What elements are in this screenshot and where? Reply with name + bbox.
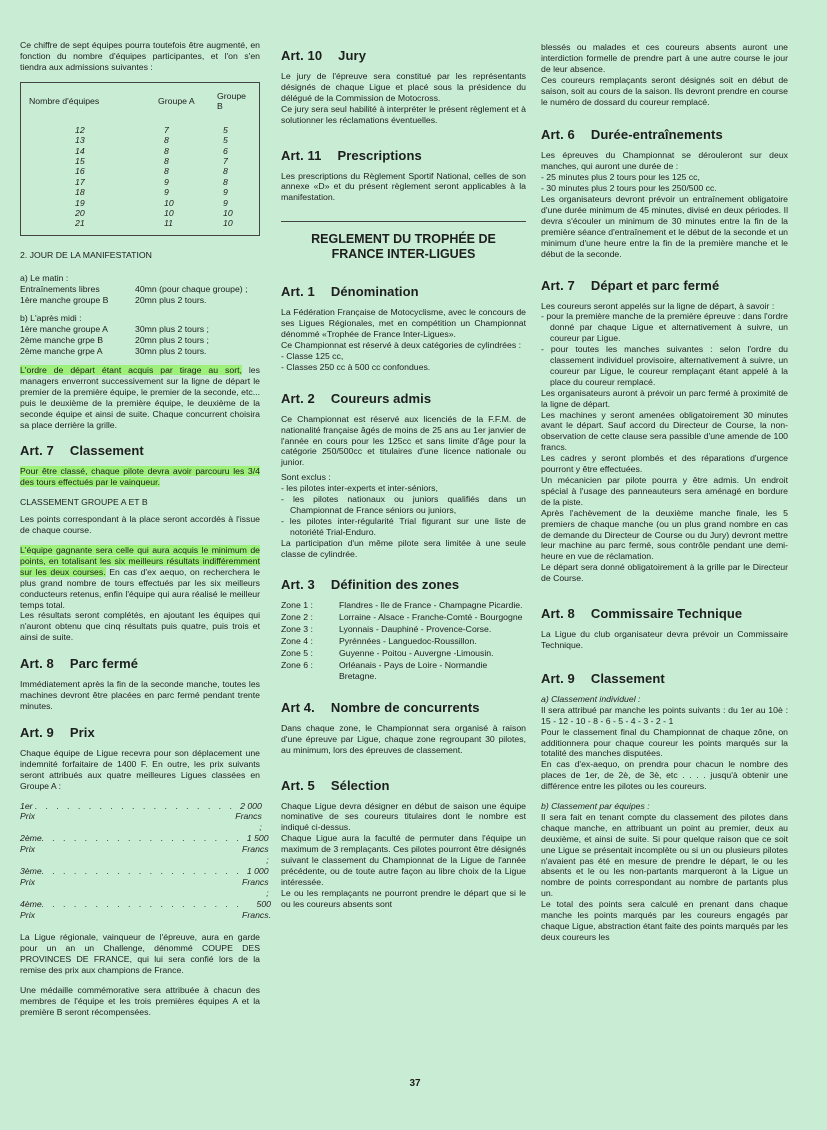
article-number: Art. 7 bbox=[541, 277, 575, 293]
article-title: Durée-entraînements bbox=[590, 127, 723, 143]
art5-p2: Chaque Ligue aura la faculté de permuter dans l'équipe un maximum de 3 remplaçants. Ces pilotes pourront être désignés suivant le classement du Championnat de la Ligue de l'année précédente, ou de toute autre façon au libre choix de la Ligue intéressée. bbox=[281, 833, 526, 887]
art9-b-p2: Le total des points sera calculé en prenant dans chaque manche les points marqués par les coureurs engagés par chaque Ligue, abstraction étant faite des points marqués par les deux coureurs les bbox=[541, 899, 788, 942]
prize-amount: 1 000 Francs ; bbox=[242, 865, 269, 898]
art7-c3-p4: Les cadres y seront plombés et des réparations d'urgence pourront y être effectuées. bbox=[541, 453, 788, 475]
article-title: Départ et parc fermé bbox=[590, 277, 720, 293]
art6-list bbox=[541, 172, 788, 194]
table-cell: 8 bbox=[164, 135, 169, 146]
art5-heading bbox=[281, 778, 526, 793]
article-number: Art. 10 bbox=[281, 48, 323, 63]
prize-list bbox=[20, 800, 272, 921]
zone-regions: Orléanais - Pays de Loire - Normandie Bretagne. bbox=[339, 660, 488, 681]
admissions-table-box bbox=[20, 82, 260, 236]
table-cell: 9 bbox=[223, 187, 228, 198]
art10-p1: Le jury de l'épreuve sera constitué par les représentants désignés de chaque Ligue et placé sous la présidence du délégué de la Commission de Motocross. bbox=[281, 71, 526, 103]
leader-dots: . . . . . . . . . . . . . . . . . . . bbox=[34, 800, 236, 811]
list-item: - les pilotes inter-experts et inter-séniors, bbox=[281, 483, 438, 494]
schedule-key: Entraînements libres bbox=[20, 283, 100, 294]
table-cell: 15 bbox=[75, 155, 85, 166]
art2-p1: Ce Championnat est réservé aux licenciés de la F.F.M. de nationalité française âgés de moins de 25 ans au 1er janvier de l'année en cours pour les 125cc et sans limite d'âge pour la catégorie 250/500cc et titulaires d'une licence nationale ou junior. bbox=[281, 413, 526, 468]
page-number: 37 bbox=[409, 1078, 421, 1089]
article-number: Art. 2 bbox=[281, 390, 315, 406]
list-item: - Classes 250 cc à 500 cc confondues. bbox=[281, 361, 431, 372]
art8-heading bbox=[20, 656, 260, 671]
intro-paragraph: Ce chiffre de sept équipes pourra toutefois être augmenté, en fonction du nombre d'équipes participantes, et l'on s'en tiendra aux admissions suivantes : bbox=[20, 40, 260, 72]
admissions-table bbox=[29, 91, 253, 229]
art9-b-p1: Il sera fait en tenant compte du classement des pilotes dans chaque manche, en attribuant un point au premier, deux au deuxième, et ainsi de suite. Si pour quelque raison que ce soit une Ligue se présentait incomplète ou si un ou plusieurs pilotes n'avaient pas été en mesure de prendre le départ, le ou les absents et le ou les non-partants marqueront à la Ligue un nombre de points correspondant au nombre de partants plus un. bbox=[541, 811, 788, 899]
table-cell: 16 bbox=[75, 166, 85, 177]
art9-b-label: b) Classement par équipes : bbox=[541, 801, 650, 812]
art9-heading-c3 bbox=[541, 671, 788, 686]
zone-row bbox=[281, 600, 526, 611]
table-cell: 20 bbox=[75, 207, 85, 218]
list-item: - les pilotes nationaux ou juniors qualifiés dans un Championnat de France séniors ou juniors, bbox=[281, 494, 526, 515]
table-row bbox=[29, 218, 253, 228]
table-cell: 5 bbox=[223, 124, 228, 135]
art9-p3: Une médaille commémorative sera attribuée à chacun des membres de l'équipe et les trois premières équipes A et la première B seront récompensées. bbox=[20, 985, 260, 1017]
table-header: Groupe A bbox=[158, 95, 195, 106]
prize-label: 3ème Prix bbox=[20, 865, 42, 887]
table-cell: 10 bbox=[164, 197, 174, 208]
apres-label: b) L'après midi : bbox=[20, 313, 82, 324]
zone-row bbox=[281, 648, 526, 659]
art8-heading-c3 bbox=[541, 606, 788, 621]
schedule-value: 30mn plus 2 tours. bbox=[135, 346, 207, 357]
article-number: Art. 8 bbox=[20, 656, 54, 672]
zones-list bbox=[281, 600, 526, 681]
art6-heading bbox=[541, 127, 788, 142]
art9-a-p3: En cas d'ex-aequo, on prendra pour chacun le nombre des places de 1er, de 2è, de 3è, etc . . . . jusqu'à obtenir une différence entre les pilotes ou les coureurs. bbox=[541, 759, 788, 792]
table-row bbox=[29, 208, 253, 218]
art9-a-p1: Il sera attribué par manche les points suivants : du 1er au 10è : 15 - 12 - 10 - 8 - 6 - 5 - 4 - 3 - 2 - 1 bbox=[541, 704, 788, 726]
table-cell: 10 bbox=[223, 218, 233, 229]
article-title: Nombre de concurrents bbox=[330, 699, 480, 715]
table-row bbox=[29, 177, 253, 187]
highlighted-text: L'ordre de départ étant acquis par tirage au sort, bbox=[20, 365, 242, 376]
art7-p4: Les résultats seront complétés, en ajoutant les équipes qui n'auront obtenu que cinq résultats puis quatre, puis trois et ainsi de suite. bbox=[20, 610, 260, 643]
table-cell: 8 bbox=[164, 166, 169, 177]
article-number: Art. 3 bbox=[281, 577, 315, 593]
zone-label: Zone 2 : bbox=[281, 612, 313, 623]
art7-c3-p7: Le départ sera donné obligatoirement à la grille par le Directeur de Course. bbox=[541, 562, 788, 584]
schedule-value: 40mn (pour chaque groupe) ; bbox=[135, 283, 248, 294]
art10-p2: Ce jury sera seul habilité à interpréter le présent règlement et à solutionner les réclamations éventuelles. bbox=[281, 103, 526, 125]
article-title: Classement bbox=[590, 670, 665, 686]
art1-heading bbox=[281, 284, 526, 299]
art1-p2: Ce Championnat est réservé à deux catégories de cylindrées : bbox=[281, 339, 522, 350]
art7-c3-list bbox=[541, 311, 788, 387]
leader-dots: . . . . . . . . . . . . . . . . . . . bbox=[41, 833, 243, 844]
art9-p2: La Ligue régionale, vainqueur de l'épreuve, aura en garde pour un an un Challenge, dénommé COUPE DES PROVINCES DE FRANCE, qui lui sera confié lors de la remise des prix aux champions de France. bbox=[20, 932, 260, 976]
art4-heading bbox=[281, 700, 526, 715]
table-cell: 8 bbox=[223, 166, 228, 177]
table-cell: 18 bbox=[75, 187, 85, 198]
zone-row bbox=[281, 624, 526, 635]
zone-regions: Guyenne - Poitou - Auvergne -Limousin. bbox=[339, 648, 494, 659]
column-1 bbox=[20, 40, 272, 1027]
matin-label: a) Le matin : bbox=[20, 272, 69, 283]
art6-p2: Les organisateurs devront prévoir un entraînement obligatoire d'une durée minimum de 45 minutes, divisé en deux périodes. Il devra s'écouler un minimum de 30 minutes entre la fin de la première séance d'entraînement et le début de la seconde et un minimum d'une heure entre la fin de la première manche et le début de la seconde. bbox=[541, 194, 788, 259]
prize-row bbox=[20, 833, 269, 866]
art7-p3 bbox=[20, 545, 260, 610]
zone-label: Zone 1 : bbox=[281, 600, 313, 611]
zone-row bbox=[281, 660, 526, 682]
art7-heading bbox=[20, 443, 260, 458]
art9-a-label: a) Classement individuel : bbox=[541, 693, 641, 704]
schedule-key: 2ème manche grpe A bbox=[20, 346, 103, 357]
article-number: Art. 9 bbox=[541, 670, 575, 686]
table-cell: 9 bbox=[164, 176, 169, 187]
art7-subtitle: CLASSEMENT GROUPE A ET B bbox=[20, 497, 148, 508]
article-title: Sélection bbox=[330, 777, 390, 793]
column-2 bbox=[281, 40, 526, 919]
schedule-key: 1ère manche groupe A bbox=[20, 324, 108, 335]
art5-p3: Le ou les remplaçants ne pourront prendre le départ que si le ou les coureurs absents sont bbox=[281, 887, 526, 909]
art7-heading-c3 bbox=[541, 278, 788, 293]
article-title: Jury bbox=[338, 48, 367, 63]
table-cell: 7 bbox=[164, 124, 169, 135]
art6-p1: Les épreuves du Championnat se dérouleront sur deux manches, qui auront une durée de : bbox=[541, 150, 788, 172]
list-item: - pour toutes les manches suivantes : selon l'ordre du classement individuel provisoire, alternativement à suivre, un coureur par Ligue, le coureur remplaçant étant appelé à la place du coureur remplacé. bbox=[541, 344, 788, 387]
schedule-key: 2ème manche grpe B bbox=[20, 335, 104, 346]
table-cell: 19 bbox=[75, 197, 85, 208]
table-cell: 8 bbox=[164, 155, 169, 166]
article-title: Prix bbox=[69, 724, 95, 740]
column-3 bbox=[541, 42, 788, 952]
table-cell: 14 bbox=[75, 145, 85, 156]
article-number: Art. 7 bbox=[20, 443, 54, 459]
art7-c3-p6: Après l'achèvement de la deuxième manche finale, les 5 premiers de chaque manche (ou un plus grand nombre en cas de demande du Directeur de Course ou du Jury) devront mettre leur machine au parc fermé, sous contrôle pendant une demi-heure en vue de réclamation. bbox=[541, 507, 788, 562]
trophy-banner bbox=[281, 221, 526, 262]
table-row bbox=[29, 156, 253, 166]
table-cell: 8 bbox=[164, 145, 169, 156]
art7-p1 bbox=[20, 466, 260, 488]
table-cell: 9 bbox=[223, 197, 228, 208]
art11-heading bbox=[281, 148, 526, 163]
schedule-value: 20mn plus 2 tours. bbox=[135, 294, 207, 305]
table-header: Nombre d'équipes bbox=[29, 95, 100, 106]
art1-list bbox=[281, 351, 526, 373]
schedule-value: 20mn plus 2 tours ; bbox=[135, 335, 209, 346]
table-cell: 7 bbox=[223, 155, 228, 166]
zone-regions: Pyrénnées - Languedoc-Roussillon. bbox=[339, 636, 477, 647]
prize-amount: 2 000 Francs ; bbox=[235, 800, 262, 833]
art8-p1: Immédiatement après la fin de la seconde manche, toutes les machines devront être placées en parc fermé pendant trente minutes. bbox=[20, 679, 260, 711]
zone-label: Zone 3 : bbox=[281, 624, 313, 635]
article-title: Classement bbox=[69, 443, 144, 459]
table-row bbox=[29, 166, 253, 176]
article-title: Coureurs admis bbox=[330, 390, 432, 406]
paragraph-text: les managers enverront successivement sur la ligne de départ le premier de la première équipe, le premier de la seconde, etc... puis le deuxième de la première équipe, le deuxième de la seconde équipe et ainsi de suite. Chaque concurrent choisira sa place derrière la grille. bbox=[20, 365, 260, 430]
art2-p2: La participation d'un même pilote sera limitée à une seule classe de cylindrée. bbox=[281, 537, 526, 559]
art7-c3-p3: Les machines y seront amenées obligatoirement 30 minutes avant le départ. Sauf accord du Directeur de Course, la non-observation de cette clause sera passible d'une amende de 100 francs. bbox=[541, 409, 788, 453]
zone-regions: Lyonnais - Dauphiné - Provence-Corse. bbox=[339, 624, 492, 635]
table-cell: 13 bbox=[75, 135, 85, 146]
art4-p1: Dans chaque zone, le Championnat sera organisé à raison d'une épreuve par Ligue, chaque zone regroupant 30 pilotes, au minimum, lors des épreuves de classement. bbox=[281, 722, 526, 755]
table-cell: 6 bbox=[223, 145, 228, 156]
zone-row bbox=[281, 612, 526, 623]
table-cell: 11 bbox=[164, 218, 174, 229]
table-cell: 10 bbox=[164, 207, 174, 218]
prize-row bbox=[20, 898, 272, 921]
table-cell: 8 bbox=[223, 176, 228, 187]
art7-p2: Les points correspondant à la place seront accordés à l'issue de chaque course. bbox=[20, 514, 260, 536]
banner-line: FRANCE INTER-LIGUES bbox=[331, 247, 476, 262]
art7-c3-p1: Les coureurs seront appelés sur la ligne de départ, à savoir : bbox=[541, 300, 775, 311]
list-item: - pour la première manche de la première épreuve : dans l'ordre donné par chaque Ligue et alternativement à suivre, un coureur par Ligue. bbox=[541, 311, 788, 344]
article-number: Art. 8 bbox=[541, 606, 575, 622]
article-number: Art. 11 bbox=[281, 147, 322, 163]
table-cell: 12 bbox=[75, 124, 85, 135]
apres-schedule bbox=[20, 324, 260, 357]
art3-heading bbox=[281, 577, 526, 592]
art9-p1: Chaque équipe de Ligue recevra pour son déplacement une indemnité forfaitaire de 1400 F. En outre, les prix suivants seront attribués aux quatre meilleures Ligues classées en Groupe A : bbox=[20, 747, 260, 791]
zone-label: Zone 4 : bbox=[281, 636, 313, 647]
zone-label: Zone 6 : bbox=[281, 660, 313, 670]
table-cell: 17 bbox=[75, 176, 85, 187]
table-header: Groupe B bbox=[217, 90, 246, 111]
continued-paragraph-2: Ces coureurs remplaçants seront désignés soit en début de saison, soit au cours de la saison. Ils devront prendre en course le numéro de dossard du coureur remplacé. bbox=[541, 74, 788, 107]
table-cell: 9 bbox=[164, 187, 169, 198]
article-title: Commissaire Technique bbox=[590, 606, 743, 622]
paragraph-text: En cas d'ex aequo, on recherchera le plus grand nombre de tours effectués par les six meilleurs conducteurs retenus, enfin l'équipe qui aura réalisé le meilleur temps total. bbox=[20, 566, 260, 610]
art11-p1: Les prescriptions du Règlement Sportif National, celles de son annexe «D» et du présent règlement seront applicables à la manifestation. bbox=[281, 170, 526, 203]
prize-row bbox=[20, 801, 260, 834]
table-row bbox=[29, 187, 253, 197]
article-title: Prescriptions bbox=[337, 147, 422, 163]
leader-dots: . . . . . . . . . . . . . . . . . . . bbox=[41, 865, 243, 876]
jour-title: 2. JOUR DE LA MANIFESTATION bbox=[20, 249, 152, 260]
art5-p1: Chaque Ligue devra désigner en début de saison une équipe nominative de ses coureurs titulaires dont le nombre est indiqué ci-dessus. bbox=[281, 800, 526, 833]
art7-c3-p5: Un mécanicien par pilote pourra y être admis. Un endroit spécial à l'usage des panneauteurs sera aménagé en bordure de la piste. bbox=[541, 475, 788, 507]
art1-p1: La Fédération Française de Motocyclisme, avec le concours de ses Ligues Régionales, met en compétition un Championnat dénommé «Trophée de France Inter-Ligues». bbox=[281, 307, 526, 340]
table-cell: 10 bbox=[223, 207, 233, 218]
schedule-value: 30mn plus 2 tours ; bbox=[135, 324, 209, 335]
continued-paragraph: blessés ou malades et ces coureurs absents auront une interdiction formelle de prendre part à une autre course le jour de leur absence. bbox=[541, 42, 788, 74]
article-title: Définition des zones bbox=[330, 577, 460, 593]
art2-excl-label: Sont exclus : bbox=[281, 472, 331, 483]
art2-heading bbox=[281, 391, 526, 406]
article-title: Parc fermé bbox=[69, 656, 139, 672]
article-number: Art. 5 bbox=[281, 777, 315, 793]
prize-amount: 500 Francs. bbox=[242, 898, 272, 920]
list-item: - 30 minutes plus 2 tours pour les 250/500 cc. bbox=[541, 183, 717, 194]
art9-heading bbox=[20, 725, 260, 740]
matin-schedule bbox=[20, 284, 260, 306]
art10-heading bbox=[281, 48, 526, 63]
zone-label: Zone 5 : bbox=[281, 648, 313, 659]
art9-a-p2: Pour le classement final du Championnat de chaque zône, on additionnera pour chaque coureur les points marqués sur la totalité des manches disputées. bbox=[541, 726, 788, 759]
schedule-key: 1ère manche groupe B bbox=[20, 294, 109, 305]
highlighted-text: Pour être classé, chaque pilote devra avoir parcouru les 3/4 des tours effectués par le vainqueur. bbox=[20, 466, 260, 488]
zone-regions: Lorraine - Alsace - Franche-Comté - Bourgogne bbox=[339, 612, 523, 623]
art7-c3-p2: Les organisateurs auront à prévoir un parc fermé à proximité de la ligne de départ. bbox=[541, 387, 788, 409]
list-item: - Classe 125 cc, bbox=[281, 350, 344, 361]
article-number: Art. 9 bbox=[20, 724, 54, 740]
prize-amount: 1 500 Francs ; bbox=[242, 833, 269, 866]
table-row bbox=[29, 146, 253, 156]
prize-label: 2ème Prix bbox=[20, 833, 42, 855]
article-number: Art 4. bbox=[281, 699, 315, 715]
art2-list bbox=[281, 483, 526, 538]
leader-dots: . . . . . . . . . . . . . . . . . . . bbox=[41, 898, 243, 909]
zone-row bbox=[281, 636, 526, 647]
banner-line: REGLEMENT DU TROPHÉE DE bbox=[311, 232, 496, 247]
ordre-paragraph bbox=[20, 365, 260, 430]
article-title: Dénomination bbox=[330, 284, 419, 300]
list-item: - 25 minutes plus 2 tours pour les 125 cc, bbox=[541, 172, 700, 183]
table-cell: 5 bbox=[223, 135, 228, 146]
prize-label: 4ème Prix bbox=[20, 898, 42, 920]
table-row bbox=[29, 198, 253, 208]
prize-row bbox=[20, 865, 269, 899]
article-number: Art. 6 bbox=[541, 127, 575, 143]
table-cell: 21 bbox=[75, 218, 85, 229]
list-item: - les pilotes inter-régularité Trial figurant sur une liste de notoriété Trial-Enduro. bbox=[281, 515, 526, 537]
prize-label: 1er Prix bbox=[20, 800, 35, 822]
art8-c3-p1: La Ligue du club organisateur devra prévoir un Commissaire Technique. bbox=[541, 629, 788, 650]
article-number: Art. 1 bbox=[281, 284, 315, 300]
zone-regions: Flandres - Ile de France - Champagne Picardie. bbox=[339, 600, 523, 611]
table-row bbox=[29, 125, 253, 135]
table-row bbox=[29, 135, 253, 145]
highlighted-text: L'équipe gagnante sera celle qui aura acquis le minimum de points, en totalisant les six meilleurs résultats indifféremment sur les deux courses. bbox=[20, 545, 260, 577]
